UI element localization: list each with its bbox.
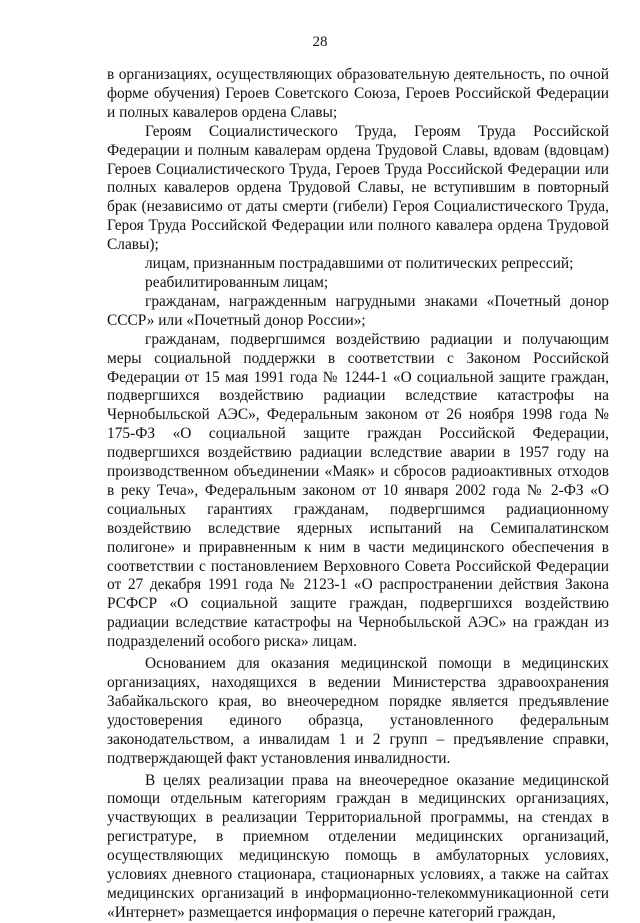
document-body	[107, 66, 609, 923]
paragraph-grounds-for-priority-care: Основанием для оказания медицинской помощи в медицинских организациях, находящихся в ведении Министерства здравоохранения Забайкальского края, во внеочередном порядке является предъявление удостоверения единого образца, установленного федеральным законодательством, а инвалидам 1 и 2 групп – предъявление справки, подтверждающей факт установления инвалидности.	[107, 655, 609, 767]
paragraph-political-repressions: лицам, признанным пострадавшими от политических репрессий;	[145, 255, 574, 273]
paragraph-rehabilitated: реабилитированным лицам;	[145, 273, 329, 291]
paragraph-information-placement: В целях реализации права на внеочередное оказание медицинской помощи отдельным категориям граждан в медицинских организациях, участвующих в реализации Территориальной программы, на стендах в регистратуре, в приемном отделении медицинских организаций, осуществляющих медицинскую помощь в амбулаторных условиях, условиях дневного стационара, стационарных условиях, а также на сайтах медицинских организаций в информационно-телекоммуникационной сети «Интернет» размещается информация о перечне категорий граждан,	[107, 771, 609, 921]
paragraph-continuation: в организациях, осуществляющих образовательную деятельность, по очной форме обучения) Героев Советского Союза, Героев Российской Федерации и полных кавалеров ордена Славы;	[107, 66, 609, 121]
paragraph-honorary-donors: гражданам, награжденным нагрудными знаками «Почетный донор СССР» или «Почетный донор России»;	[107, 292, 609, 329]
paragraph-heroes-of-labor: Героям Социалистического Труда, Героям Труда Российской Федерации и полным кавалерам ордена Трудовой Славы, вдовам (вдовцам) Героев Социалистического Труда, Героев Труда Российской Федерации или полных кавалеров ордена Трудовой Славы, не вступившим в повторный брак (независимо от даты смерти (гибели) Героя Социалистического Труда, Героя Труда Российской Федерации или полного кавалера ордена Трудовой Славы);	[107, 122, 609, 254]
page-number: 28	[312, 34, 328, 50]
paragraph-radiation-exposure: гражданам, подвергшимся воздействию радиации и получающим меры социальной поддержки в соответствии с Законом Российской Федерации от 15 мая 1991 года № 1244-1 «О социальной защите граждан, подвергшихся воздействию радиации вследствие катастрофы на Чернобыльской АЭС», Федеральным законом от 26 ноября 1998 года № 175-ФЗ «О социальной защите граждан Российской Федерации, подвергшихся воздействию радиации вследствие аварии в 1957 году на производственном объединении «Маяк» и сбросов радиоактивных отходов в реку Теча», Федеральным законом от 10 января 2002 года № 2-ФЗ «О социальных гарантиях гражданам, подвергшимся радиационному воздействию вследствие ядерных испытаний на Семипалатинском полигоне» и приравненным к ним в части медицинского обеспечения в соответствии с постановлением Верховного Совета Российской Федерации от 27 декабря 1991 года № 2123-1 «О распространении действия Закона РСФСР «О социальной защите граждан, подвергшихся воздействию радиации вследствие катастрофы на Чернобыльской АЭС» на граждан из подразделений особого риска» лицам.	[107, 330, 609, 651]
